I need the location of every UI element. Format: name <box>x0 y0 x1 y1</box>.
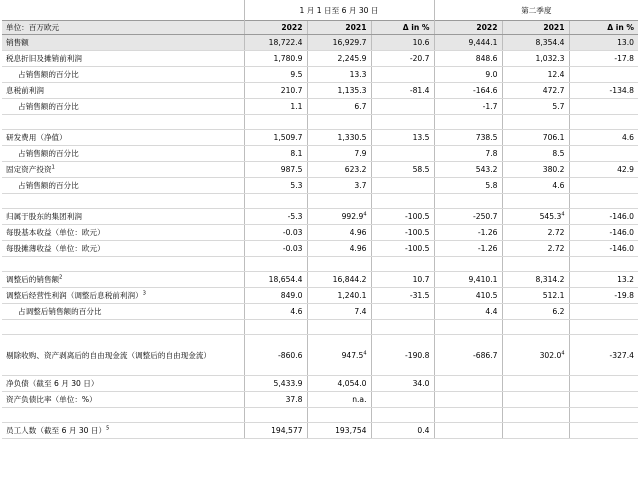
col-2022-q2: 2022 <box>434 21 502 35</box>
row-label: 占销售额的百分比 <box>2 146 244 162</box>
table-row <box>2 35 638 51</box>
value-text: 545.3 <box>539 212 562 221</box>
col-2021-q2: 2021 <box>502 21 569 35</box>
value-2022-h1: 1,780.9 <box>244 51 307 67</box>
period-h1-label: 1 月 1 日至 6 月 30 日 <box>244 0 434 21</box>
value-2021-h1 <box>307 335 371 376</box>
value-2021-h1 <box>307 209 371 225</box>
row-label: 销售额 <box>2 35 244 51</box>
value-2022-h1: -5.3 <box>244 209 307 225</box>
delta-q2: 13.0 <box>569 35 638 51</box>
value-2021-h1: 2,245.9 <box>307 51 371 67</box>
value-2022-q2: 9.0 <box>434 67 502 83</box>
row-label: 占调整后销售额的百分比 <box>2 304 244 320</box>
delta-q2 <box>569 178 638 194</box>
value-text: 947.5 <box>341 350 364 360</box>
delta-q2 <box>569 67 638 83</box>
value-2021-h1: 16,929.7 <box>307 35 371 51</box>
row-label: 每股摊薄收益（单位：欧元） <box>2 241 244 257</box>
delta-h1: -81.4 <box>371 83 434 99</box>
value-2021-q2: 472.7 <box>502 83 569 99</box>
table-row <box>2 51 638 67</box>
row-label: 剔除收购、资产剥离后的自由现金流（调整后的自由现金流） <box>2 335 244 376</box>
value-2021-q2: 6.2 <box>502 304 569 320</box>
value-2021-h1: 4,054.0 <box>307 376 371 392</box>
row-label-text: 调整后经营性利润（调整后息税前利润） <box>6 291 143 300</box>
value-2021-q2 <box>502 423 569 439</box>
value-2021-q2: 512.1 <box>502 288 569 304</box>
value-2022-q2: -1.26 <box>434 241 502 257</box>
value-2022-h1: -860.6 <box>244 335 307 376</box>
table-row <box>2 83 638 99</box>
header-columns-row <box>2 21 638 35</box>
value-2022-h1: 37.8 <box>244 392 307 408</box>
col-delta-h1: Δ in % <box>371 21 434 35</box>
value-2021-q2: 1,032.3 <box>502 51 569 67</box>
delta-h1: 58.5 <box>371 162 434 178</box>
value-2022-q2: 9,444.1 <box>434 35 502 51</box>
value-2022-q2 <box>434 392 502 408</box>
row-label: 资产负债比率（单位：%） <box>2 392 244 408</box>
value-2021-h1: 623.2 <box>307 162 371 178</box>
delta-h1: -31.5 <box>371 288 434 304</box>
table-row <box>2 423 638 439</box>
value-2022-h1: 18,722.4 <box>244 35 307 51</box>
delta-q2: 4.6 <box>569 130 638 146</box>
table-row <box>2 209 638 225</box>
value-2021-q2: 5.7 <box>502 99 569 115</box>
table-row <box>2 335 638 376</box>
value-2022-h1: 210.7 <box>244 83 307 99</box>
delta-h1: 10.7 <box>371 272 434 288</box>
table-row <box>2 178 638 194</box>
value-2022-h1: 9.5 <box>244 67 307 83</box>
value-2022-q2: 738.5 <box>434 130 502 146</box>
value-2022-h1: 1,509.7 <box>244 130 307 146</box>
table-row <box>2 241 638 257</box>
delta-h1: -100.5 <box>371 225 434 241</box>
value-2022-q2: -1.26 <box>434 225 502 241</box>
value-2021-h1: 16,844.2 <box>307 272 371 288</box>
value-2022-q2: 4.4 <box>434 304 502 320</box>
row-label: 每股基本收益（单位：欧元） <box>2 225 244 241</box>
delta-q2 <box>569 376 638 392</box>
value-2022-h1: 194,577 <box>244 423 307 439</box>
row-label-text: 调整后的销售额 <box>6 275 60 284</box>
unit-label: 单位：百万欧元 <box>2 21 244 35</box>
value-2021-h1: 1,330.5 <box>307 130 371 146</box>
value-2022-h1: 5.3 <box>244 178 307 194</box>
value-2021-h1: 193,754 <box>307 423 371 439</box>
value-2021-h1: n.a. <box>307 392 371 408</box>
footnote-mark: 4 <box>363 349 367 356</box>
value-2021-h1: 7.4 <box>307 304 371 320</box>
table-row <box>2 272 638 288</box>
delta-q2 <box>569 304 638 320</box>
row-label: 研发费用（净值） <box>2 130 244 146</box>
row-label-text: 员工人数（截至 6 月 30 日） <box>6 426 107 435</box>
delta-h1 <box>371 392 434 408</box>
table-row <box>2 304 638 320</box>
value-2021-h1: 6.7 <box>307 99 371 115</box>
value-2021-q2: 2.72 <box>502 241 569 257</box>
value-2022-h1: 1.1 <box>244 99 307 115</box>
period-q2-label: 第二季度 <box>434 0 638 21</box>
value-2022-q2: 848.6 <box>434 51 502 67</box>
row-label-text: 固定资产投资 <box>6 165 52 174</box>
value-2021-q2: 12.4 <box>502 67 569 83</box>
value-2021-h1: 1,240.1 <box>307 288 371 304</box>
value-2021-q2 <box>502 392 569 408</box>
delta-h1 <box>371 99 434 115</box>
row-label: 税息折旧及摊销前利润 <box>2 51 244 67</box>
value-2021-q2 <box>502 335 569 376</box>
value-2022-q2: 5.8 <box>434 178 502 194</box>
delta-h1 <box>371 304 434 320</box>
value-2021-h1: 13.3 <box>307 67 371 83</box>
value-2021-q2: 8.5 <box>502 146 569 162</box>
value-2021-q2: 706.1 <box>502 130 569 146</box>
delta-h1 <box>371 146 434 162</box>
value-2022-q2: 7.8 <box>434 146 502 162</box>
value-2021-h1: 1,135.3 <box>307 83 371 99</box>
value-2021-q2: 4.6 <box>502 178 569 194</box>
value-2022-q2: 9,410.1 <box>434 272 502 288</box>
delta-h1: 34.0 <box>371 376 434 392</box>
value-2022-q2: -686.7 <box>434 335 502 376</box>
table-row <box>2 67 638 83</box>
col-2022-h1: 2022 <box>244 21 307 35</box>
table-row <box>2 162 638 178</box>
col-2021-h1: 2021 <box>307 21 371 35</box>
row-label: 占销售额的百分比 <box>2 178 244 194</box>
header-period-row <box>2 0 638 21</box>
delta-h1 <box>371 178 434 194</box>
delta-h1: 13.5 <box>371 130 434 146</box>
row-label: 净负债（截至 6 月 30 日） <box>2 376 244 392</box>
row-label <box>2 272 244 288</box>
footnote-mark: 3 <box>142 290 146 297</box>
table-row <box>2 130 638 146</box>
footnote-mark: 5 <box>106 425 110 432</box>
table-row <box>2 225 638 241</box>
col-delta-q2: Δ in % <box>569 21 638 35</box>
row-label: 占销售额的百分比 <box>2 99 244 115</box>
value-2022-h1: 5,433.9 <box>244 376 307 392</box>
delta-h1: -190.8 <box>371 335 434 376</box>
delta-h1: 0.4 <box>371 423 434 439</box>
delta-q2 <box>569 392 638 408</box>
value-2022-h1: 987.5 <box>244 162 307 178</box>
value-2022-q2 <box>434 376 502 392</box>
value-2022-q2: 543.2 <box>434 162 502 178</box>
footnote-mark: 4 <box>561 349 565 356</box>
value-2021-q2: 2.72 <box>502 225 569 241</box>
table-row <box>2 288 638 304</box>
value-text: 992.9 <box>341 212 364 221</box>
value-2022-q2: -1.7 <box>434 99 502 115</box>
row-label <box>2 162 244 178</box>
delta-h1: 10.6 <box>371 35 434 51</box>
financial-summary-table <box>2 0 638 439</box>
row-label: 归属于股东的集团利润 <box>2 209 244 225</box>
value-2021-q2 <box>502 376 569 392</box>
value-text: 302.0 <box>539 350 562 360</box>
delta-q2 <box>569 423 638 439</box>
delta-q2: 42.9 <box>569 162 638 178</box>
value-2021-q2: 380.2 <box>502 162 569 178</box>
delta-q2: -146.0 <box>569 225 638 241</box>
row-label <box>2 423 244 439</box>
value-2022-q2: -164.6 <box>434 83 502 99</box>
delta-q2: -146.0 <box>569 209 638 225</box>
table-row <box>2 376 638 392</box>
footnote-mark: 1 <box>51 164 55 171</box>
delta-q2: 13.2 <box>569 272 638 288</box>
row-label: 占销售额的百分比 <box>2 67 244 83</box>
value-2021-h1: 7.9 <box>307 146 371 162</box>
value-2022-h1: -0.03 <box>244 241 307 257</box>
delta-q2: -327.4 <box>569 335 638 376</box>
table-row <box>2 99 638 115</box>
delta-q2: -134.8 <box>569 83 638 99</box>
row-label: 息税前利润 <box>2 83 244 99</box>
spacer-row <box>2 408 638 423</box>
value-2022-h1: -0.03 <box>244 225 307 241</box>
value-2022-h1: 4.6 <box>244 304 307 320</box>
table-row <box>2 146 638 162</box>
value-2021-h1: 4.96 <box>307 241 371 257</box>
delta-q2 <box>569 99 638 115</box>
delta-q2: -17.8 <box>569 51 638 67</box>
value-2021-q2: 8,354.4 <box>502 35 569 51</box>
spacer-row <box>2 194 638 209</box>
footnote-mark: 4 <box>561 211 565 218</box>
value-2021-h1: 3.7 <box>307 178 371 194</box>
delta-q2 <box>569 146 638 162</box>
delta-h1 <box>371 67 434 83</box>
value-2022-q2: 410.5 <box>434 288 502 304</box>
spacer-row <box>2 257 638 272</box>
footnote-mark: 4 <box>363 211 367 218</box>
spacer-row <box>2 320 638 335</box>
delta-h1: -100.5 <box>371 241 434 257</box>
row-label <box>2 288 244 304</box>
value-2021-q2 <box>502 209 569 225</box>
value-2021-q2: 8,314.2 <box>502 272 569 288</box>
value-2022-q2: -250.7 <box>434 209 502 225</box>
value-2022-h1: 18,654.4 <box>244 272 307 288</box>
value-2022-h1: 849.0 <box>244 288 307 304</box>
value-2022-q2 <box>434 423 502 439</box>
table-row <box>2 392 638 408</box>
value-2022-h1: 8.1 <box>244 146 307 162</box>
delta-h1: -100.5 <box>371 209 434 225</box>
value-2021-h1: 4.96 <box>307 225 371 241</box>
footnote-mark: 2 <box>59 274 63 281</box>
delta-q2: -19.8 <box>569 288 638 304</box>
delta-q2: -146.0 <box>569 241 638 257</box>
header-empty-cell <box>2 0 244 21</box>
delta-h1: -20.7 <box>371 51 434 67</box>
spacer-row <box>2 115 638 130</box>
